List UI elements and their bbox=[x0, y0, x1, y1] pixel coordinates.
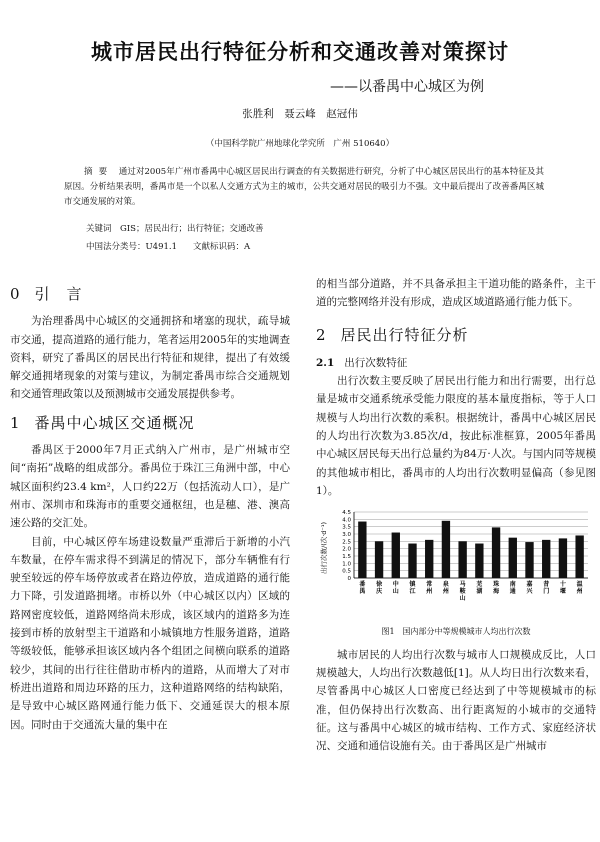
y-tick-label: 0 bbox=[347, 576, 351, 583]
x-tick-label: 湖 bbox=[476, 588, 483, 596]
x-tick-label: 常 bbox=[426, 581, 433, 589]
paper-subtitle: ——以番禺中心城区为例 bbox=[330, 79, 484, 95]
bar-徐州 bbox=[375, 542, 383, 579]
abstract-label: 摘要 bbox=[84, 167, 114, 177]
section-0-heading bbox=[10, 285, 290, 303]
affiliation: （中国科学院广州地球化学究所 广州 510640） bbox=[205, 139, 395, 149]
x-tick-label: 珠 bbox=[493, 581, 500, 589]
bar-番禺 bbox=[358, 522, 366, 578]
x-tick-label: 通 bbox=[509, 588, 516, 596]
x-tick-label: 鞍 bbox=[459, 588, 466, 596]
trip-analysis-paragraph: 城市居民的人均出行次数与城市人口规模成反比，人口规模越大，人均出行次数越低[1]。从人均日出行次数来看，尽管番禺中心城区人口密度已经达到了中等规模城市的标准，但仍保持出行次数高、出行距离短的小城市的交通特征。这与番禺中心城区的城市结构、工作方式、家庭经济状况、交通和通信设施有关。由于番禺区是广州城市 bbox=[316, 648, 596, 753]
clc-number: 中国法分类号：U491.1 bbox=[86, 242, 177, 252]
intro-paragraph: 为治理番禺中心城区的交通拥挤和堵塞的现状，疏导城市交通，提高道路的通行能力，笔者运用2005年的实地调查资料，研究了番禺区的居民出行特征和规律，提出了有效缓解交通拥堵现象的对策与建议，为制定番禺市综合交通规划和交通管理政策以及预测城市交通发展提供参考。 bbox=[10, 315, 290, 401]
x-tick-label: 庆 bbox=[376, 588, 383, 596]
y-tick-label: 3.5 bbox=[342, 524, 351, 531]
section-0-title: 引 言 bbox=[34, 285, 83, 303]
x-tick-label: 州 bbox=[442, 588, 449, 596]
bar-十堰 bbox=[559, 539, 567, 579]
x-tick-label: 海 bbox=[493, 588, 500, 596]
y-axis-label: 出行次数/(次·d⁻¹) bbox=[320, 522, 328, 575]
x-tick-label: 堰 bbox=[559, 588, 566, 596]
classification bbox=[86, 240, 250, 252]
section-2-1-number: 2.1 bbox=[316, 356, 335, 369]
x-tick-label: 中 bbox=[392, 581, 399, 589]
x-tick-label: 兴 bbox=[526, 588, 533, 596]
x-tick-label: 门 bbox=[543, 588, 550, 596]
trip-frequency-bar-chart bbox=[316, 506, 596, 616]
x-tick-label: 南 bbox=[509, 581, 516, 589]
x-tick-label: 芜 bbox=[476, 581, 483, 589]
section-2-number: 2 bbox=[316, 325, 327, 344]
y-tick-label: 2.0 bbox=[342, 546, 351, 553]
bar-镇江 bbox=[408, 544, 416, 578]
doc-code: 文献标识码：A bbox=[193, 242, 251, 252]
overview-paragraph-2: 目前，中心城区停车场建设数量严重滞后于新增的小汽车数量，在停车需求得不到满足的情况下，部分车辆惟有行驶至较远的停车场停放或者在路边停放，造成道路的通行能力下降，引发道路拥堵。市桥以外（中心城区以内）区域的路网密度较低，道路网络尚未形成，该区域内的道路多为连接到市桥的放射型主干道路和小城镇地方性服务道路，道路等级较低，能够承担该区域内各个组团之间横向联系的道路较少，其间的出行往往借助市桥内的道路，从而增大了对市桥进出道路和周边环路的压力，这种道路网络的结构缺陷，是导致中心城区路网通行能力低下、交通延误大的根本原因。同时由于交通流大量的集中在 bbox=[10, 535, 290, 731]
section-2-title: 居民出行特征分析 bbox=[340, 325, 469, 344]
x-tick-label: 徐 bbox=[376, 581, 383, 589]
bar-温州 bbox=[575, 536, 583, 579]
section-1-heading bbox=[10, 414, 290, 432]
keywords: 关键词 GIS；居民出行；出行特征；交通改善 bbox=[86, 224, 264, 234]
bar-淮南 bbox=[492, 528, 500, 579]
authors: 张胜利 聂云峰 赵冠伟 bbox=[242, 108, 358, 120]
bar-慈溪 bbox=[525, 542, 533, 578]
x-tick-label: 江 bbox=[409, 588, 416, 596]
bar-常州 bbox=[425, 540, 433, 578]
x-tick-label: 州 bbox=[576, 588, 583, 596]
y-tick-label: 4.0 bbox=[342, 517, 351, 524]
x-tick-label: 温 bbox=[576, 581, 583, 589]
left-column bbox=[10, 285, 290, 734]
section-2-heading bbox=[316, 326, 596, 344]
figure-1-caption: 图1 国内部分中等规模城市人均出行次数 bbox=[381, 626, 531, 636]
bar-芜湖 bbox=[475, 544, 483, 578]
abstract-text: 通过对2005年广州市番禺中心城区居民出行调查的有关数据进行研究，分析了中心城区居民出行的基本特征及其原因。分析结果表明，番禺市是一个以私人交通方式为主的城市，公共交通对居民的吸引力不强。文中最后提出了改善番禺区城市交通发展的对策。 bbox=[64, 167, 544, 207]
y-tick-label: 1.5 bbox=[342, 554, 351, 561]
y-tick-label: 2.5 bbox=[342, 539, 351, 546]
y-tick-label: 1.0 bbox=[342, 561, 351, 568]
abstract bbox=[64, 165, 544, 210]
x-tick-label: 昔 bbox=[543, 581, 550, 589]
bar-临沂 bbox=[392, 533, 400, 578]
x-tick-label: 泉 bbox=[442, 581, 449, 589]
bar-泉州 bbox=[442, 521, 450, 578]
x-tick-label: 镇 bbox=[409, 581, 416, 589]
x-tick-label: 十 bbox=[559, 581, 566, 589]
bar-普洱 bbox=[542, 540, 550, 578]
x-tick-label: 州 bbox=[426, 588, 433, 596]
paper-title: 城市居民出行特征分析和交通改善对策探讨 bbox=[91, 40, 509, 64]
bar-马鞍山 bbox=[458, 542, 466, 579]
x-tick-label: 禺 bbox=[359, 588, 366, 596]
section-2-1-heading bbox=[316, 354, 596, 372]
x-tick-label: 嘉 bbox=[526, 581, 533, 589]
bar-湖州 bbox=[509, 538, 517, 578]
continued-paragraph: 的相当部分道路，并不具备承担主干道功能的路条件，主干道的完整网络并没有形成，造成区域道路通行能力低下。 bbox=[316, 278, 596, 309]
x-tick-label: 山 bbox=[392, 588, 399, 596]
trip-frequency-paragraph: 出行次数主要反映了居民出行能力和出行需要，出行总量是城市交通系统承受能力限度的基本量度指标，等于人口规模与人均出行次数的乘积。根据统计，番禺中心城区居民的人均出行次数为3.85次/d，按此标准框算，2005年番禺中心城区居民每天出行总量约为84万·人次。与国内同等规模的其他城市相比，番禺市的人均出行次数明显偏高（参见图1）。 bbox=[316, 375, 596, 497]
y-tick-label: 0.5 bbox=[342, 568, 351, 575]
section-0-number: 0 bbox=[10, 285, 21, 303]
y-tick-label: 3.0 bbox=[342, 532, 351, 539]
right-column bbox=[316, 275, 596, 756]
y-tick-label: 4.5 bbox=[342, 510, 351, 517]
x-tick-label: 番 bbox=[359, 581, 366, 589]
section-1-title: 番禺中心城区交通概况 bbox=[34, 413, 195, 432]
x-tick-label: 马 bbox=[459, 581, 466, 589]
section-1-number: 1 bbox=[10, 413, 21, 432]
overview-paragraph-1: 番禺区于2000年7月正式纳入广州市，是广州城市空间“南拓”战略的组成部分。番禺位于珠江三角洲中部，中心城区面积约23.4 km²，人口约22万（包括流动人口），是广州市、深圳市和珠海市的重要交通枢纽，也是穗、港、澳高速公路的交汇处。 bbox=[10, 444, 290, 530]
section-2-1-title: 出行次数特征 bbox=[344, 356, 408, 369]
x-tick-label: 山 bbox=[459, 595, 466, 603]
